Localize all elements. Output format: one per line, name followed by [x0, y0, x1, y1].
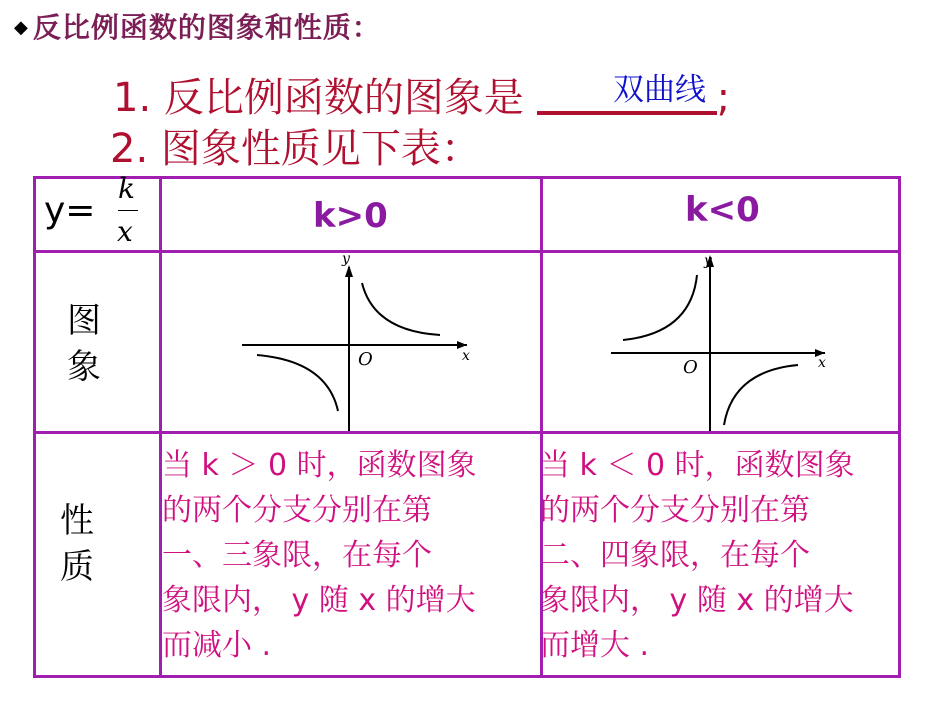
property-line: 二、四象限，在每个 — [540, 538, 810, 573]
item-1-text: 1. 反比例函数的图象是 — [113, 75, 524, 121]
fraction-denominator: x — [117, 215, 133, 248]
diamond-bullet-icon: ◆ — [14, 17, 29, 38]
table-border-left — [33, 176, 36, 678]
table-border-bottom — [33, 675, 901, 678]
table-divider-graph — [33, 431, 901, 434]
property-text-k-negative — [540, 443, 855, 668]
branch-quadrant-4 — [724, 365, 798, 425]
table-border-top — [33, 176, 901, 179]
branch-quadrant-2 — [623, 275, 697, 340]
y-axis-label: y — [342, 253, 350, 267]
table-border-right — [898, 176, 901, 678]
branch-quadrant-3 — [257, 355, 338, 411]
function-prefix: y= — [44, 190, 96, 231]
property-text-k-positive — [162, 443, 477, 668]
item-2: 2. 图象性质见下表： — [110, 126, 481, 172]
branch-quadrant-1 — [362, 283, 440, 335]
x-axis-label: x — [818, 355, 826, 371]
row-label-graph-char-2: 象 — [67, 347, 101, 387]
origin-label: O — [683, 357, 698, 378]
property-line: 的两个分支分别在第 — [162, 493, 432, 528]
x-axis-label: x — [462, 348, 470, 364]
property-line: 而增大 . — [540, 628, 650, 663]
property-line: 一、三象限，在每个 — [162, 538, 432, 573]
section-heading — [14, 6, 381, 46]
graph-k-positive — [162, 253, 540, 431]
origin-label: O — [358, 349, 373, 370]
property-line: 当 k ＞ 0 时，函数图象 — [162, 448, 477, 483]
graph-k-negative — [543, 253, 898, 431]
item-1-end: ; — [716, 75, 731, 121]
row-label-property — [60, 498, 94, 590]
row-label-graph — [67, 298, 101, 390]
property-line: 象限内， y 随 x 的增大 — [162, 583, 476, 618]
heading-text: 反比例函数的图象和性质： — [32, 11, 381, 44]
property-line: 象限内， y 随 x 的增大 — [540, 583, 854, 618]
row-label-property-char-2: 质 — [60, 547, 94, 587]
answer-text: 双曲线 — [613, 72, 706, 108]
row-label-graph-char-1: 图 — [67, 301, 101, 341]
y-axis-label: y — [704, 253, 712, 269]
property-line: 而减小 . — [162, 628, 272, 663]
column-header-k-negative: k<0 — [685, 190, 760, 230]
property-line: 的两个分支分别在第 — [540, 493, 810, 528]
fraction-numerator: k — [118, 172, 135, 205]
column-header-k-positive: k>0 — [313, 196, 388, 236]
property-line: 当 k ＜ 0 时，函数图象 — [540, 448, 855, 483]
fraction-bar — [118, 210, 138, 211]
row-label-property-char-1: 性 — [60, 501, 94, 541]
